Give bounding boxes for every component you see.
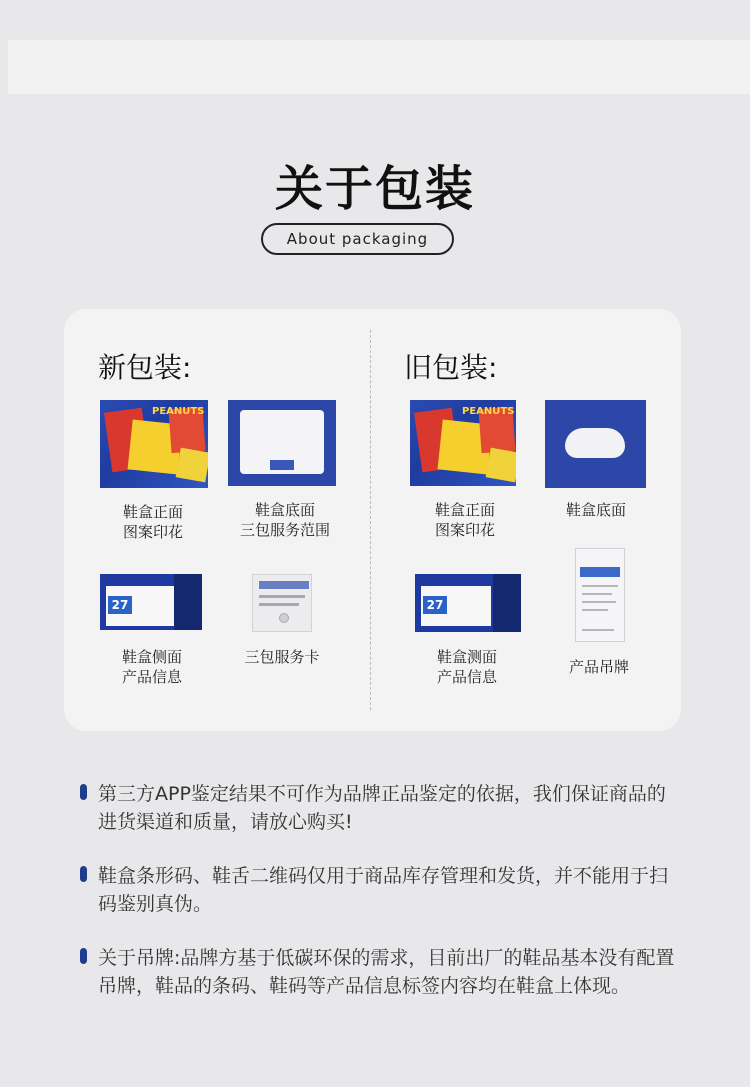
- new-box-front-image: PEANUTS: [100, 400, 208, 488]
- old-box-side-image: 27: [415, 574, 521, 632]
- new-box-bottom-caption: 鞋盒底面 三包服务范围: [239, 501, 330, 539]
- new-box-bottom-image: [228, 400, 336, 486]
- bullet-icon: [80, 948, 87, 964]
- old-box-side-caption: 鞋盒测面 产品信息: [436, 648, 497, 686]
- service-card-caption: 三包服务卡: [244, 648, 320, 666]
- new-packaging-heading: 新包装:: [98, 351, 192, 384]
- old-box-front-caption: 鞋盒正面 图案印花: [434, 501, 495, 539]
- old-packaging-heading: 旧包装:: [404, 351, 498, 384]
- bullet-icon: [80, 866, 87, 882]
- column-divider: [370, 330, 371, 710]
- old-box-front-image: PEANUTS: [410, 400, 516, 486]
- subtitle-pill: About packaging: [261, 223, 454, 255]
- new-box-side-caption: 鞋盒侧面 产品信息: [121, 648, 182, 686]
- top-banner-strip: [8, 40, 750, 94]
- new-box-front-caption: 鞋盒正面 图案印花: [122, 503, 183, 541]
- product-tag-caption: 产品吊牌: [568, 658, 629, 676]
- old-box-bottom-caption: 鞋盒底面: [565, 501, 626, 519]
- old-box-bottom-image: [545, 400, 646, 488]
- bullet-icon: [80, 784, 87, 800]
- product-tag-image: [575, 548, 625, 642]
- new-box-side-image: 27: [100, 574, 202, 630]
- service-card-image: [252, 574, 312, 632]
- page-title: 关于包装: [274, 161, 475, 217]
